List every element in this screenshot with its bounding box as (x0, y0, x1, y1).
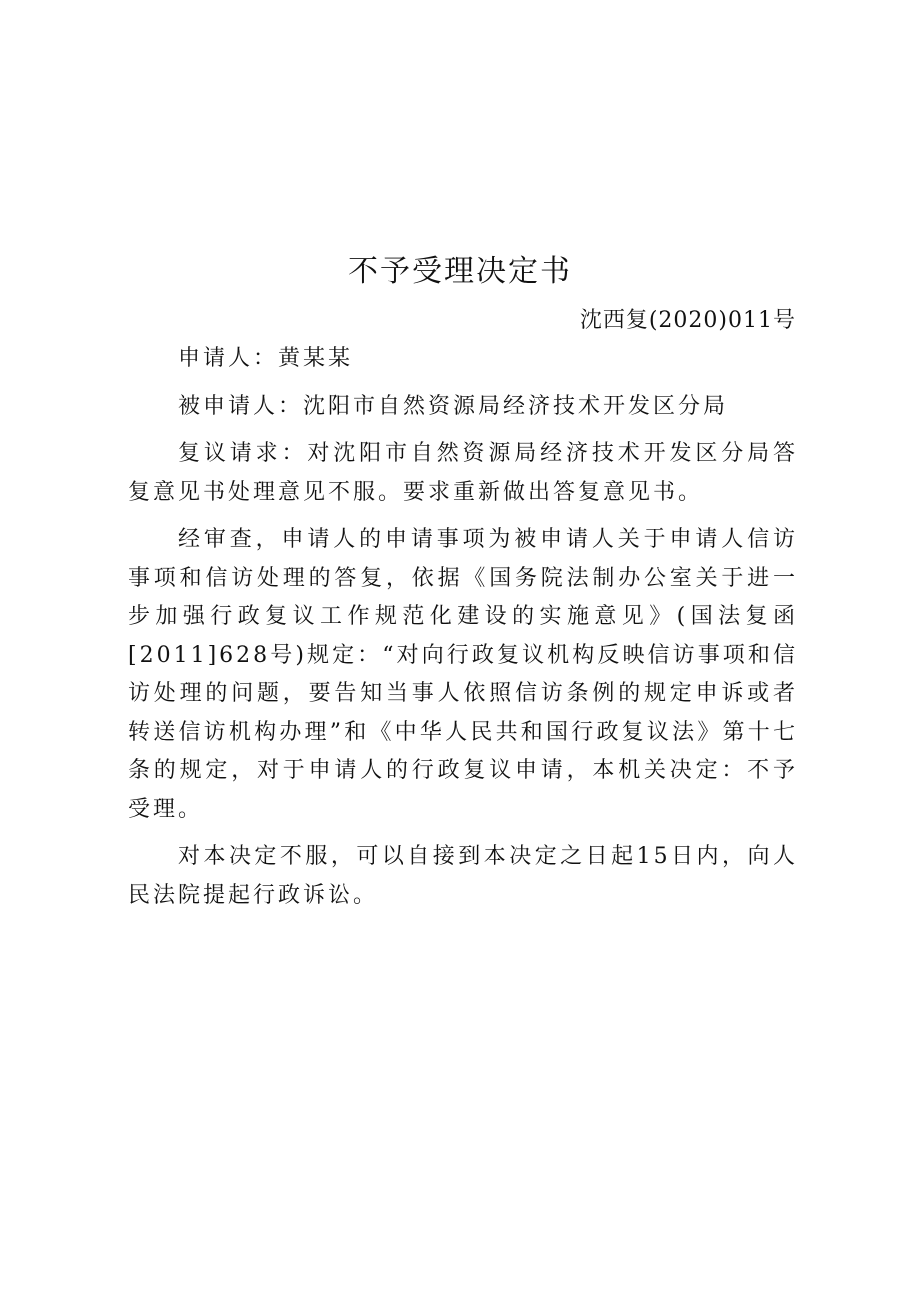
applicant-line: 申请人：黄某某 (178, 346, 354, 371)
review-request-paragraph: 复议请求：对沈阳市自然资源局经济技术开发区分局答复意见书处理意见不服。要求重新做出答复意见书。 (128, 441, 798, 505)
document-number: 沈西复(2020)011号 (579, 308, 796, 333)
respondent-line: 被申请人：沈阳市自然资源局经济技术开发区分局 (178, 393, 729, 419)
document-title: 不予受理决定书 (348, 254, 572, 289)
examination-paragraph: 经审查，申请人的申请事项为被申请人关于申请人信访事项和信访处理的答复，依据《国务院法制办公室关于进一步加强行政复议工作规范化建设的实施意见》(国法复函[2011]628号)规定：“对向行政复议机构反映信访事项和信访处理的问题，要告知当事人依照信访条例的规定申诉或者转送信访机构办理”和《中华人民共和国行政复议法》第十七条的规定，对于申请人的行政复议申请，本机关决定：不予受理。 (128, 527, 798, 822)
appeal-notice-paragraph: 对本决定不服，可以自接到本决定之日起15日内，向人民法院提起行政诉讼。 (128, 844, 798, 908)
document-body (128, 340, 798, 924)
